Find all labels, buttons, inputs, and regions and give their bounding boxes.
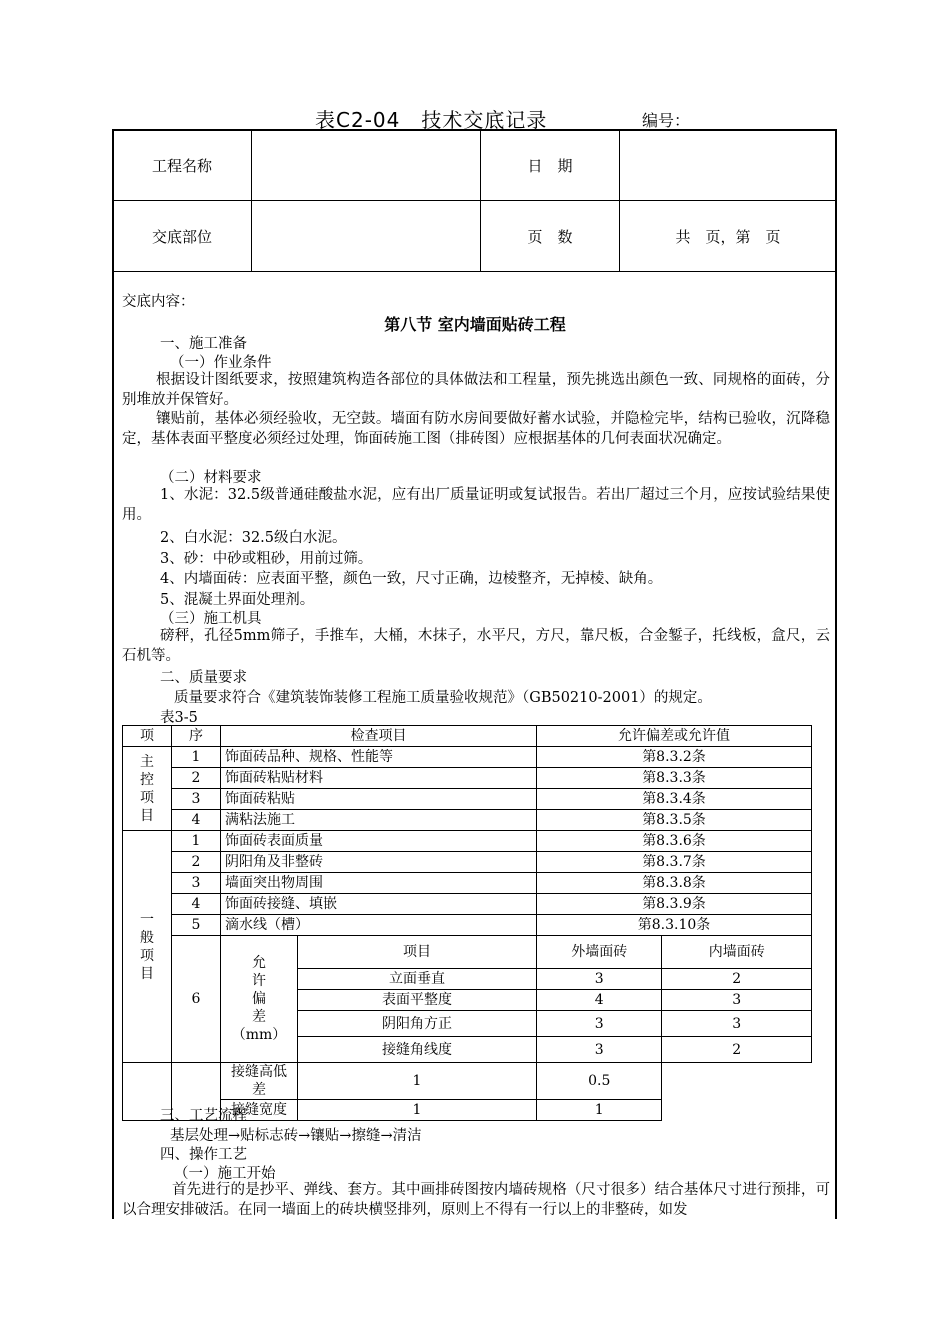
heading-materials: （二）材料要求: [160, 470, 262, 486]
tol-inner: 1: [537, 1100, 662, 1121]
tolerance-head-outer: 外墙面砖: [537, 936, 662, 969]
inspection-table: [122, 725, 812, 1121]
row-seq: 3: [172, 789, 221, 810]
row-seq: 1: [172, 831, 221, 852]
table-caption: 表3-5: [160, 710, 198, 726]
col-item-header: 项: [123, 726, 172, 747]
project-name-label: 工程名称: [113, 130, 252, 201]
table-row: [123, 768, 812, 789]
col-allow-header: 允许偏差或允许值: [537, 726, 812, 747]
row-item: 饰面砖粘贴: [221, 789, 537, 810]
tolerance-head-item: 项目: [298, 936, 537, 969]
tolerance-head-inner: 内墙面砖: [662, 936, 812, 969]
section-title: 第八节 室内墙面贴砖工程: [384, 315, 566, 334]
material-5: 5、混凝土界面处理剂。: [160, 592, 315, 608]
row-seq: 5: [172, 915, 221, 936]
row-seq: 4: [172, 810, 221, 831]
row-item: 满粘法施工: [221, 810, 537, 831]
tol-item: 接缝高低差: [221, 1063, 298, 1100]
row-value: 第8.3.3条: [537, 768, 812, 789]
tol-inner: 0.5: [537, 1063, 662, 1100]
heading-conditions: （一）作业条件: [170, 355, 272, 371]
material-4: 4、内墙面砖：应表面平整，颜色一致，尺寸正确，边棱整齐，无掉棱、缺角。: [160, 571, 663, 587]
tol-inner: 3: [662, 1011, 812, 1037]
row-seq: 1: [172, 747, 221, 768]
table-row: [123, 789, 812, 810]
tol-inner: 2: [662, 1037, 812, 1063]
row-value: 第8.3.9条: [537, 894, 812, 915]
paragraph-conditions-1: 根据设计图纸要求，按照建筑构造各部位的具体做法和工程量，预先挑选出颜色一致、同规格的面砖，分别堆放并保管好。: [122, 372, 830, 408]
paragraph-conditions-2: 镶贴前，基体必须经验收，无空鼓。墙面有防水房间要做好蓄水试验，并隐检完毕，结构已验收，沉降稳定，基体表面平整度必须经过处理，饰面砖施工图（排砖图）应根据基体的几何表面状况确定。: [122, 411, 830, 447]
material-2: 2、白水泥：32.5级白水泥。: [160, 530, 347, 546]
tol-item: 阴阳角方正: [298, 1011, 537, 1037]
form-title: 表C2-04 技术交底记录: [315, 108, 548, 132]
main-group-label: 主 控 项 目: [123, 747, 172, 831]
part-label: 交底部位: [113, 201, 252, 272]
paragraph-tools: 磅秤，孔径5mm筛子，手推车，大桶，木抹子，水平尺，方尺，靠尺板，合金錾子，托线板，盒尺，云石机等。: [122, 628, 830, 664]
table-row: [123, 894, 812, 915]
row-seq: 2: [172, 852, 221, 873]
heading-preparation: 一、施工准备: [160, 336, 247, 352]
tol-inner: 2: [662, 969, 812, 990]
table-row: [123, 810, 812, 831]
col-seq-header: 序: [172, 726, 221, 747]
row-value: 第8.3.7条: [537, 852, 812, 873]
info-table: [112, 129, 837, 272]
row-value: 第8.3.10条: [537, 915, 812, 936]
material-1: 1、水泥：32.5级普通硅酸盐水泥，应有出厂质量证明或复试报告。若出厂超过三个月，应按试验结果使用。: [122, 487, 830, 523]
row-item: 饰面砖接缝、填嵌: [221, 894, 537, 915]
table-row: [123, 873, 812, 894]
pages-label: 页 数: [481, 201, 620, 272]
tol-outer: 1: [298, 1063, 537, 1100]
col-check-header: 检查项目: [221, 726, 537, 747]
date-label: 日 期: [481, 130, 620, 201]
content-label: 交底内容：: [122, 294, 195, 310]
table-row: [123, 915, 812, 936]
tol-outer: 1: [298, 1100, 537, 1121]
table-row: [123, 747, 812, 768]
row-value: 第8.3.2条: [537, 747, 812, 768]
paragraph-quality: 质量要求符合《建筑装饰装修工程施工质量验收规范》（GB50210-2001）的规定。: [174, 690, 712, 706]
tol-outer: 3: [537, 1037, 662, 1063]
row-seq: 3: [172, 873, 221, 894]
tol-item: 立面垂直: [298, 969, 537, 990]
row-value: 第8.3.4条: [537, 789, 812, 810]
row-item: 墙面突出物周围: [221, 873, 537, 894]
tolerance-header-row: [123, 936, 812, 969]
row-item: 滴水线（槽）: [221, 915, 537, 936]
heading-process: 三、工艺流程: [160, 1108, 247, 1124]
tol-item: 接缝角线度: [298, 1037, 537, 1063]
row-seq: 4: [172, 894, 221, 915]
material-3: 3、砂：中砂或粗砂，用前过筛。: [160, 551, 373, 567]
table-row: [123, 831, 812, 852]
tolerance-seq: 6: [172, 936, 221, 1063]
tol-item: 接缝宽度: [221, 1100, 298, 1121]
date-value[interactable]: [620, 130, 837, 201]
row-value: 第8.3.8条: [537, 873, 812, 894]
pages-value[interactable]: 共 页，第 页: [620, 201, 837, 272]
process-flow: 基层处理→贴标志砖→镶贴→擦缝→清洁: [170, 1128, 422, 1144]
form-number-label: 编号：: [642, 111, 691, 130]
heading-operation: 四、操作工艺: [160, 1147, 247, 1163]
row-item: 饰面砖表面质量: [221, 831, 537, 852]
tol-inner: 3: [662, 990, 812, 1011]
paragraph-start: 首先进行的是抄平、弹线、套方。其中画排砖图按内墙砖规格（尺寸很多）结合基体尺寸进行预排，可以合理安排破活。在同一墙面上的砖块横竖排列，原则上不得有一行以上的非整砖，如发: [122, 1182, 830, 1218]
tol-item: 表面平整度: [298, 990, 537, 1011]
table-row: [123, 1063, 812, 1100]
tol-outer: 3: [537, 1011, 662, 1037]
row-value: 第8.3.6条: [537, 831, 812, 852]
table-row: [123, 852, 812, 873]
part-value[interactable]: [252, 201, 481, 272]
heading-tools: （三）施工机具: [160, 611, 262, 627]
row-item: 饰面砖品种、规格、性能等: [221, 747, 537, 768]
row-seq: 2: [172, 768, 221, 789]
tol-outer: 3: [537, 969, 662, 990]
general-group-label: 一 般 项 目: [123, 831, 172, 1063]
row-value: 第8.3.5条: [537, 810, 812, 831]
row-item: 阴阳角及非整砖: [221, 852, 537, 873]
row-item: 饰面砖粘贴材料: [221, 768, 537, 789]
heading-quality: 二、质量要求: [160, 670, 247, 686]
tol-outer: 4: [537, 990, 662, 1011]
tolerance-label: 允 许 偏 差 （mm）: [221, 936, 298, 1063]
heading-start: （一）施工开始: [174, 1166, 276, 1182]
project-name-value[interactable]: [252, 130, 481, 201]
